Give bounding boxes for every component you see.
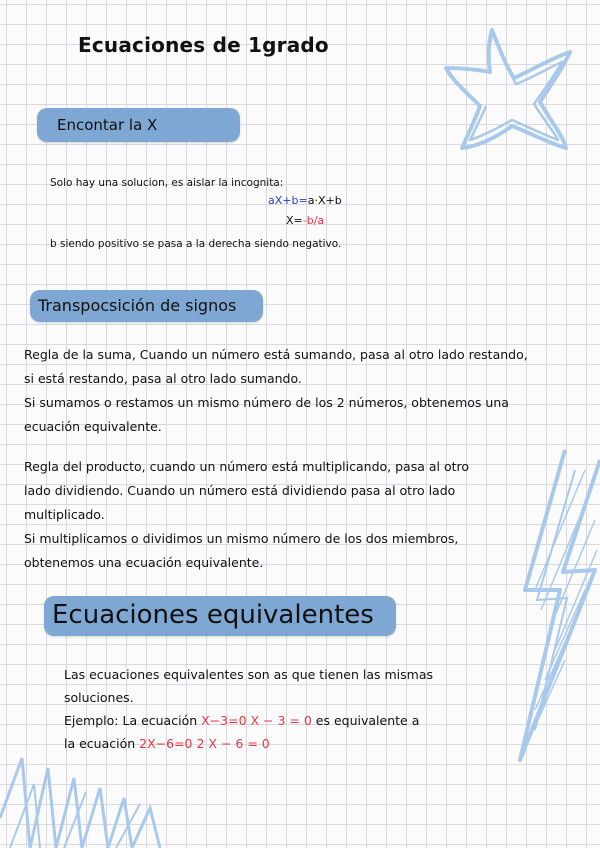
equation-term: X= — [286, 214, 303, 227]
equation-line-2 — [286, 214, 324, 227]
paragraph-line: Si multiplicamos o dividimos un mismo número de los dos miembros, — [24, 531, 459, 546]
paragraph-line: Regla de la suma, Cuando un número está sumando, pasa al otro lado restando, — [24, 347, 528, 362]
example-equation: 2X−6=0 2 X − 6 = 0 — [139, 736, 270, 751]
paragraph-line: lado dividiendo. Cuando un número está dividiendo pasa al otro lado — [24, 483, 456, 498]
example-equation: X−3=0 X − 3 = 0 — [201, 713, 312, 728]
section-heading-transposicion — [30, 290, 263, 322]
example-line — [64, 732, 433, 755]
paragraph-line: ecuación equivalente. — [24, 419, 162, 434]
equation-line-1 — [268, 194, 342, 207]
equation-term: aX+b= — [268, 194, 308, 207]
section-heading-label: Encontar la X — [57, 116, 158, 134]
equation-term: a·X+b — [307, 194, 342, 207]
equation-term: -b/a — [302, 214, 325, 227]
scribble-doodle — [0, 748, 180, 848]
paragraph-line: Regla del producto, cuando un número está multiplicando, pasa al otro — [24, 459, 470, 474]
paragraph-line: obtenemos una ecuación equivalente. — [24, 555, 264, 570]
section-heading-equivalentes — [44, 596, 396, 636]
paragraph-line: soluciones. — [64, 690, 134, 705]
section-heading-label: Ecuaciones equivalentes — [52, 600, 374, 630]
star-doodle — [440, 22, 585, 157]
example-text: la ecuación — [64, 736, 140, 751]
example-line — [64, 709, 433, 732]
product-rule-paragraph — [24, 455, 469, 575]
example-text: es equivalente a — [311, 713, 420, 728]
page-title: Ecuaciones de 1grado — [78, 33, 329, 57]
section-heading-label: Transpocsición de signos — [38, 296, 237, 315]
sum-rule-paragraph — [24, 343, 528, 439]
paragraph-line: multiplicado. — [24, 507, 105, 522]
paragraph-line: Si sumamos o restamos un mismo número de los 2 números, obtenemos una — [24, 395, 509, 410]
section-heading-encontrar — [37, 108, 240, 142]
paragraph-line: si está restando, pasa al otro lado sumando. — [24, 371, 302, 386]
solution-text: Solo hay una solucion, es aislar la incognita: — [50, 177, 284, 189]
equivalent-paragraph — [64, 663, 433, 755]
example-text: Ejemplo: La ecuación — [64, 713, 202, 728]
positive-note-text: b siendo positivo se pasa a la derecha siendo negativo. — [50, 238, 342, 250]
paragraph-line: Las ecuaciones equivalentes son as que tienen las mismas — [64, 667, 434, 682]
lightning-doodle — [505, 440, 600, 770]
